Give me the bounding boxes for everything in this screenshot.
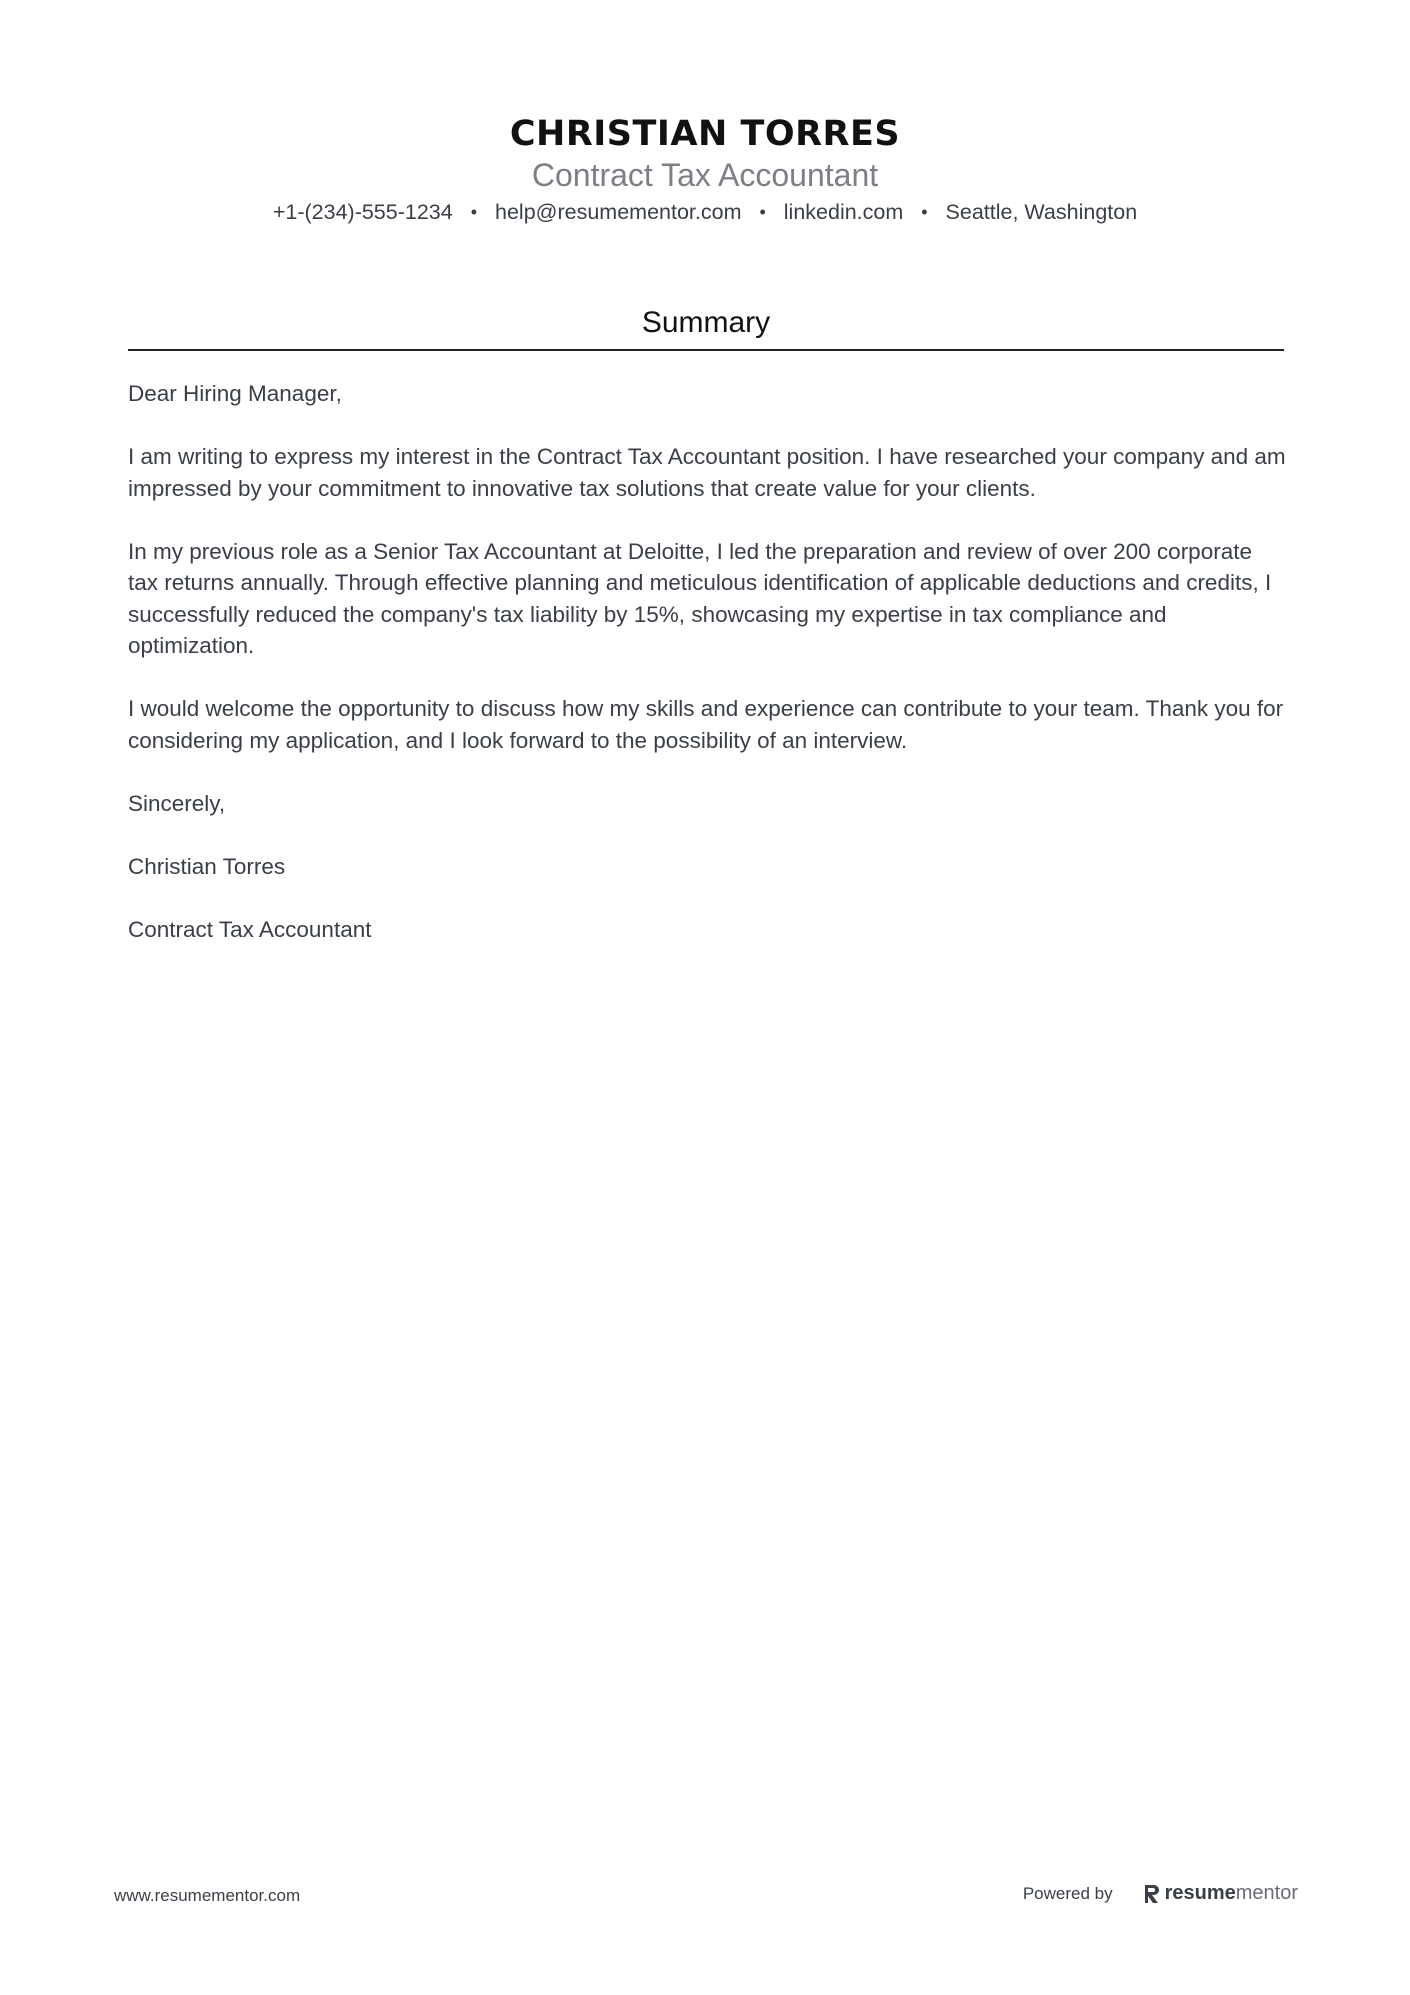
contact-separator: • [470, 202, 478, 222]
contact-linkedin: linkedin.com [783, 200, 904, 224]
candidate-name: CHRISTIAN TORRES [509, 114, 901, 154]
brand-logo[interactable] [1143, 1882, 1298, 1905]
section-title-summary: Summary [641, 306, 771, 339]
contact-email: help@resumementor.com [495, 200, 742, 224]
letter-closing: Sincerely, [128, 790, 226, 816]
powered-by-label: Powered by [1022, 1883, 1113, 1903]
contact-phone: +1-(234)-555-1234 [272, 200, 453, 224]
contact-location: Seattle, Washington [945, 200, 1138, 224]
letter-header [0, 112, 1410, 227]
footer-website[interactable]: www.resumementor.com [114, 1886, 301, 1905]
signature-title: Contract Tax Accountant [128, 916, 372, 942]
signature-name: Christian Torres [128, 853, 286, 879]
contact-separator: • [921, 202, 928, 222]
resumementor-logo-icon [1143, 1883, 1161, 1905]
letter-greeting: Dear Hiring Manager, [128, 381, 342, 406]
section-divider [128, 349, 1284, 351]
brand-name-bold: resume [1164, 1882, 1236, 1904]
letter-paragraph: I would welcome the opportunity to discuss how my skills and experience can contribute to your team. Thank you for considering my application, and I look forward to the possibility of an interview. [128, 696, 1284, 753]
contact-separator: • [759, 202, 766, 222]
letter-paragraph: In my previous role as a Senior Tax Accountant at Deloitte, I led the preparation and review of over 200 corporate tax returns annually. Through effective planning and meticulous identification of applicable deductions and credits, I successfully reduced the company's tax liability by 15%, showcasing my expertise in tax compliance and optimization. [128, 538, 1272, 658]
candidate-title: Contract Tax Accountant [531, 157, 879, 193]
contact-line [0, 198, 1410, 227]
letter-paragraph: I am writing to express my interest in the Contract Tax Accountant position. I have researched your company and am impressed by your commitment to innovative tax solutions that create value for your clients. [128, 444, 1286, 501]
footer-branding [1023, 1882, 1298, 1905]
brand-name-light: mentor [1235, 1882, 1298, 1904]
letter-body [128, 378, 1288, 977]
